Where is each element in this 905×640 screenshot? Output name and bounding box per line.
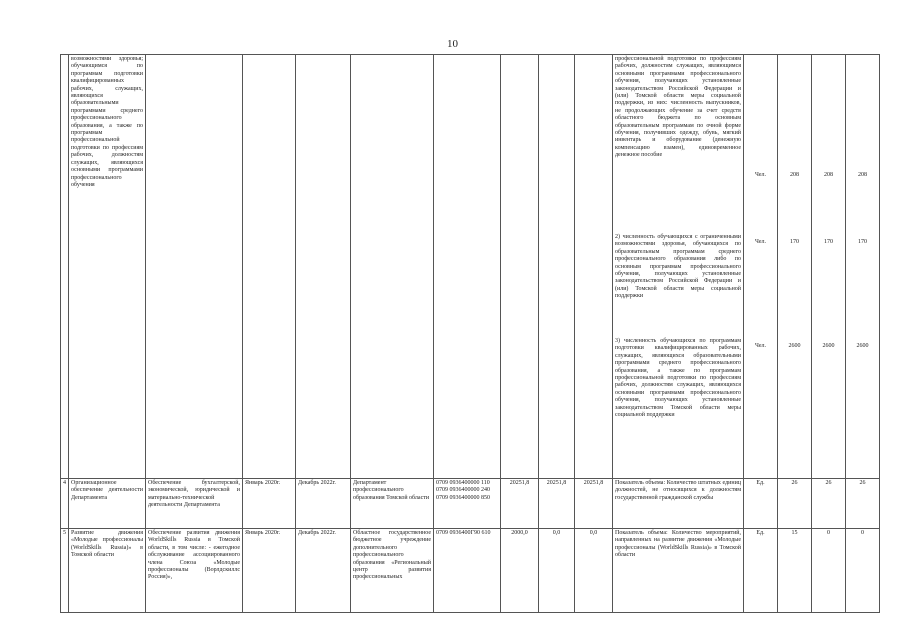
cell-start [243, 55, 296, 479]
cell-codes [434, 529, 501, 613]
cell-fin-1: 20251,8 [501, 479, 539, 529]
value-3-3: 2600 [856, 342, 869, 349]
cell-num: 4 [61, 479, 69, 529]
indicator-text-2: 2) численность обучающихся с ограниченными возможностями здоровья, обучающихся по образовательным программам среднего профессионального образования либо по основным программам профессионального обучения, получающих установленные законодательством Российской Федерации и (или) Томской области меры социальной поддержки [615, 234, 741, 300]
table-row-4 [61, 479, 880, 529]
cell-end: Декабрь 2022г. [296, 529, 351, 613]
unit-3: Чел. [754, 342, 767, 349]
program-table [60, 54, 880, 613]
indicator-text-1: профессиональной подготовки по профессиям рабочих, должностям служащих, являющимся основными программами профессионального обучения, получающих установленные законодательством Российской Федерации и (или) Томской области меры социальной поддержки, из них: численность выпускников, не продолжающих обучение за счет средств областного бюджета по основным образовательным программам по очной форме обучения, получивших одежду, обувь, мягкий инвентарь и оборудование (денежную компенсацию взамен), единовременное денежное пособие [615, 56, 741, 159]
cell-fin-1 [501, 55, 539, 479]
indicator-text-3: 3) численность обучающихся по программам подготовки квалифицированных рабочих, служащих, являющихся образовательными программами среднего профессионального образования, а также по программам профессиональной подготовки по профессиям рабочих, должностям служащих, являющихся основными программами профессионального обучения, получающих установленные законодательством Томской области меры социальной поддержки [615, 338, 741, 419]
value-2-2: 170 [824, 239, 833, 246]
cell-val-2: 26 [812, 479, 846, 529]
unit-2: Чел. [754, 239, 767, 246]
cell-num [61, 55, 69, 479]
cell-fin-3 [575, 55, 613, 479]
cell-fin-3: 0,0 [575, 529, 613, 613]
cell-fin-3: 20251,8 [575, 479, 613, 529]
value-1-3: 208 [858, 172, 867, 178]
cell-fin-1: 2000,0 [501, 529, 539, 613]
cell-content [146, 55, 243, 479]
cell-unit: Ед. [744, 479, 778, 529]
cell-activity-name: Организационное обеспечение деятельности Департамента [69, 479, 146, 529]
cell-activity-name: Развитие движения «Молодые профессионалы (WorldSkills Russia)» в Томской области [69, 529, 146, 613]
cell-val-2 [812, 55, 846, 479]
cell-val-3: 26 [846, 479, 880, 529]
cell-fin-2: 20251,8 [539, 479, 575, 529]
cell-fin-2 [539, 55, 575, 479]
cell-executor [351, 55, 434, 479]
cell-indicator [613, 55, 744, 479]
cell-val-2: 0 [812, 529, 846, 613]
cell-end: Декабрь 2022г. [296, 479, 351, 529]
cell-end [296, 55, 351, 479]
value-1-2: 208 [824, 172, 833, 178]
cell-content: Обеспечение бухгалтерской, экономической, юридической и материально-технической деятельности Департамента [146, 479, 243, 529]
cell-val-1 [778, 55, 812, 479]
cell-codes [434, 55, 501, 479]
cell-executor: Департамент профессионального образования Томской области [351, 479, 434, 529]
page-number: 10 [447, 38, 458, 50]
cell-val-3: 0 [846, 529, 880, 613]
cell-num: 5 [61, 529, 69, 613]
cell-unit: Ед. [744, 529, 778, 613]
value-2-3: 170 [858, 239, 867, 246]
cell-indicator: Показатель объема: Количество штатных единиц должностей, не относящихся к должностям государственной гражданской службы [613, 479, 744, 529]
budget-code-3: 0709 0936400000 850 [436, 494, 490, 501]
cell-content: Обеспечение развития движения WorldSkills Russia в Томской области, в том числе: - ежегодное обслуживание ассоциированного члена Союза «Молодые профессионалы (Ворлдскиллс Россия)», [146, 529, 243, 613]
cell-val-1: 15 [778, 529, 812, 613]
cell-codes [434, 479, 501, 529]
cell-start: Январь 2020г. [243, 529, 296, 613]
table-row-continued [61, 55, 880, 479]
cell-fin-2: 0,0 [539, 529, 575, 613]
table-row-5 [61, 529, 880, 613]
cell-executor: Областное государственное бюджетное учреждение дополнительного профессионального образования «Региональный центр развития профессиональных [351, 529, 434, 613]
cell-unit [744, 55, 778, 479]
unit-1: Чел. [754, 172, 767, 178]
value-1-1: 208 [790, 172, 799, 178]
cell-val-1: 26 [778, 479, 812, 529]
cell-start: Январь 2020г. [243, 479, 296, 529]
budget-code-1: 0709 0936400Г90 610 [436, 530, 491, 536]
value-3-1: 2600 [788, 342, 801, 349]
cell-activity-name: возможностями здоровья; обучающимся по программам подготовки квалифицированных рабочих, служащих, являющихся образовательными программами среднего профессионального образования, а также по программам профессиональной подготовки по профессиям рабочих, должностям служащих, являющихся основными программами профессионального обучения [69, 55, 146, 479]
value-2-1: 170 [790, 239, 799, 246]
cell-indicator: Показатель объема: Количество мероприятий, направленных на развитие движения «Молодые профессионалы (WorldSkills Russia)» в Томской области [613, 529, 744, 613]
budget-code-2: 0709 0936400000 240 [436, 487, 490, 494]
cell-val-3 [846, 55, 880, 479]
budget-code-1: 0709 0936400000 110 [436, 480, 490, 486]
value-3-2: 2600 [822, 342, 835, 349]
